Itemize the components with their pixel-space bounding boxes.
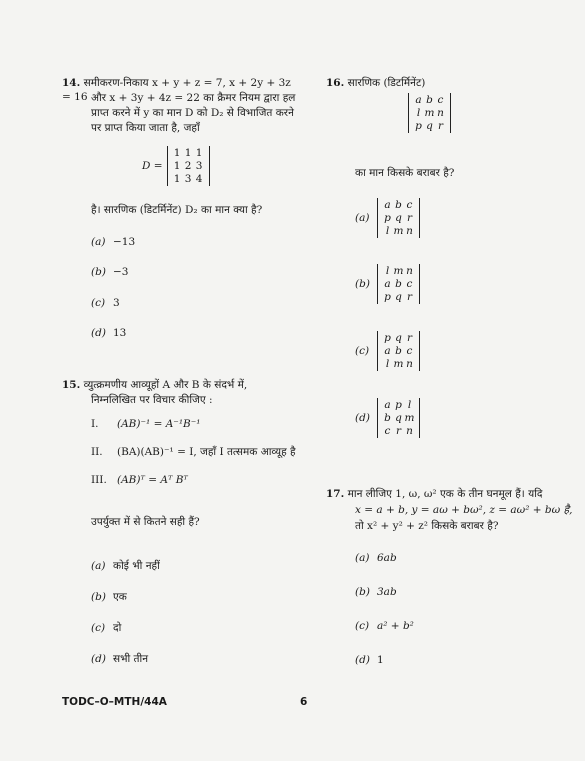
option-label: (c) [355, 345, 370, 357]
q16-line1: सारणिक (डिटर्मिनेंट) [347, 77, 426, 89]
paper-code: TODC–O–MTH/44A [62, 696, 167, 708]
statement-text: (AB)ᵀ = Aᵀ Bᵀ [117, 474, 188, 486]
det-cell: q [395, 291, 402, 303]
q14-option-a[interactable] [91, 236, 135, 248]
det-cell: q [426, 120, 433, 132]
option-text: 13 [113, 327, 127, 339]
det-cell: m [393, 265, 404, 277]
q15-question: उपर्युक्त में से कितने सही हैं? [91, 516, 200, 528]
statement-text: (AB)⁻¹ = A⁻¹B⁻¹ [117, 418, 201, 430]
q17-line2: x = a + b, y = aω + bω², z = aω² + bω है, [355, 504, 573, 516]
question-number: 15. [62, 379, 81, 391]
q17-option-a[interactable] [355, 552, 397, 564]
det-cell: n [406, 425, 413, 437]
option-label: (b) [91, 591, 106, 603]
statement-num: I. [91, 418, 99, 430]
q15-statement-3 [91, 473, 188, 487]
option-label: (a) [91, 560, 106, 572]
option-label: (a) [355, 552, 370, 564]
q16-determinant [408, 93, 451, 133]
det-cell: q [395, 212, 402, 224]
det-cell: 1 [173, 173, 181, 185]
option-text: 3 [113, 297, 120, 309]
option-label: (b) [355, 278, 370, 290]
question-number: 16. [326, 77, 345, 89]
det-bars [377, 398, 420, 438]
option-label: (d) [91, 327, 106, 339]
det-grid [172, 147, 205, 185]
q16-option-a[interactable] [355, 198, 420, 238]
q15-statement-2 [91, 445, 296, 459]
det-cell: n [406, 265, 413, 277]
det-bars [167, 146, 210, 186]
det-grid [382, 399, 415, 437]
det-cell: q [395, 332, 402, 344]
option-text: −3 [113, 266, 129, 278]
det-cell: p [384, 332, 391, 344]
det-cell: l [416, 107, 421, 119]
q16-question: का मान किसके बराबर है? [355, 167, 455, 179]
option-text: a² + b² [377, 620, 414, 632]
det-cell: c [384, 425, 391, 437]
det-cell: b [395, 278, 402, 290]
option-text: 1 [377, 654, 384, 666]
det-cell: n [437, 107, 444, 119]
q17-option-d[interactable] [355, 654, 384, 666]
q16-option-b[interactable] [355, 264, 420, 304]
option-label: (c) [355, 620, 370, 632]
det-cell: c [437, 94, 444, 106]
det-cell: r [406, 332, 413, 344]
det-cell: l [385, 265, 390, 277]
option-text: 3ab [377, 586, 397, 598]
det-cell: a [384, 345, 391, 357]
q15-line1: व्युत्क्रमणीय आव्यूहों A और B के संदर्भ में, [83, 379, 248, 391]
option-label: (c) [91, 297, 106, 309]
det-cell: 1 [195, 147, 203, 159]
det-cell: c [406, 199, 413, 211]
q14-option-b[interactable] [91, 266, 128, 278]
det-cell: b [426, 94, 433, 106]
option-label: (c) [91, 622, 106, 634]
det-cell: c [406, 278, 413, 290]
option-text: एक [113, 591, 127, 603]
q14-question: है। सारणिक (डिटर्मिनेंट) D₂ का मान क्या है? [91, 204, 263, 216]
option-label: (d) [355, 412, 370, 424]
det-cell: 2 [184, 160, 192, 172]
det-cell: r [437, 120, 444, 132]
q14-line4: पर प्राप्त किया जाता है, जहाँ [91, 122, 200, 134]
det-cell: r [406, 212, 413, 224]
det-cell: a [384, 199, 391, 211]
option-label: (d) [355, 654, 370, 666]
det-cell: 1 [184, 147, 192, 159]
option-label: (a) [91, 236, 106, 248]
option-text: कोई भी नहीं [113, 560, 160, 572]
q15-option-a[interactable] [91, 559, 160, 573]
statement-text: (BA)(AB)⁻¹ = I, जहाँ I तत्समक आव्यूह है [117, 446, 296, 458]
det-cell: m [393, 225, 404, 237]
option-text: सभी तीन [113, 653, 149, 665]
q17-option-b[interactable] [355, 586, 397, 598]
q16-option-d[interactable] [355, 398, 420, 438]
det-cell: r [395, 425, 402, 437]
option-label: (b) [355, 586, 370, 598]
det-cell: b [384, 412, 391, 424]
det-cell: q [395, 412, 402, 424]
q16-block [326, 76, 425, 90]
det-label: D = [142, 160, 163, 172]
det-cell: l [385, 225, 390, 237]
det-cell: b [395, 199, 402, 211]
det-cell: m [424, 107, 435, 119]
q14-option-d[interactable] [91, 327, 126, 339]
q17-line1: मान लीजिए 1, ω, ω² एक के तीन घनमूल हैं। यदि [347, 488, 543, 500]
q17-block [326, 487, 543, 501]
det-cell: p [395, 399, 402, 411]
det-cell: n [406, 358, 413, 370]
det-bars [377, 198, 420, 238]
question-number: 17. [326, 488, 345, 500]
det-cell: a [415, 94, 422, 106]
q14-line2: और x + 3y + 4z = 22 का क्रैमर नियम द्वारा हल [91, 92, 296, 104]
option-text: 6ab [377, 552, 397, 564]
det-cell: 1 [173, 160, 181, 172]
q15-option-d[interactable] [91, 652, 148, 666]
option-label: (a) [355, 212, 370, 224]
det-cell: b [395, 345, 402, 357]
statement-num: II. [91, 446, 103, 458]
det-cell: a [384, 278, 391, 290]
det-cell: p [384, 212, 391, 224]
q14-option-c[interactable] [91, 297, 120, 309]
det-grid [382, 332, 415, 370]
option-text: −13 [113, 236, 136, 248]
det-cell: p [415, 120, 422, 132]
det-cell: 3 [195, 160, 203, 172]
det-cell: a [384, 399, 391, 411]
q17-option-c[interactable] [355, 620, 414, 632]
det-grid [382, 265, 415, 303]
det-cell: m [404, 412, 415, 424]
det-cell: n [406, 225, 413, 237]
q15-line2: निम्नलिखित पर विचार कीजिए : [91, 394, 213, 406]
option-label: (d) [91, 653, 106, 665]
q15-option-b[interactable] [91, 590, 127, 604]
det-bars [377, 331, 420, 371]
q14-line1: समीकरण-निकाय x + y + z = 7, x + 2y + 3z = 16 [62, 77, 291, 103]
option-text: दो [113, 622, 122, 634]
det-cell: 1 [173, 147, 181, 159]
q14-line3: प्राप्त करने में y का मान D को D₂ से विभाजित करने [91, 107, 294, 119]
q15-statement-1 [91, 417, 201, 431]
det-cell: l [407, 399, 412, 411]
det-grid [382, 199, 415, 237]
option-label: (b) [91, 266, 106, 278]
det-cell: l [385, 358, 390, 370]
det-cell: r [406, 291, 413, 303]
statement-num: III. [91, 474, 107, 486]
det-cell: 4 [195, 173, 203, 185]
q16-option-c[interactable] [355, 331, 420, 371]
q14-determinant [142, 146, 210, 186]
det-bars [408, 93, 451, 133]
det-grid [413, 94, 446, 132]
page-number: 6 [300, 696, 308, 708]
det-cell: m [393, 358, 404, 370]
q15-option-c[interactable] [91, 621, 121, 635]
det-cell: c [406, 345, 413, 357]
q17-line3: तो x² + y² + z² किसके बराबर है? [355, 520, 499, 532]
det-cell: 3 [184, 173, 192, 185]
q15-block [62, 378, 247, 392]
question-number: 14. [62, 77, 81, 89]
det-cell: p [384, 291, 391, 303]
det-bars [377, 264, 420, 304]
